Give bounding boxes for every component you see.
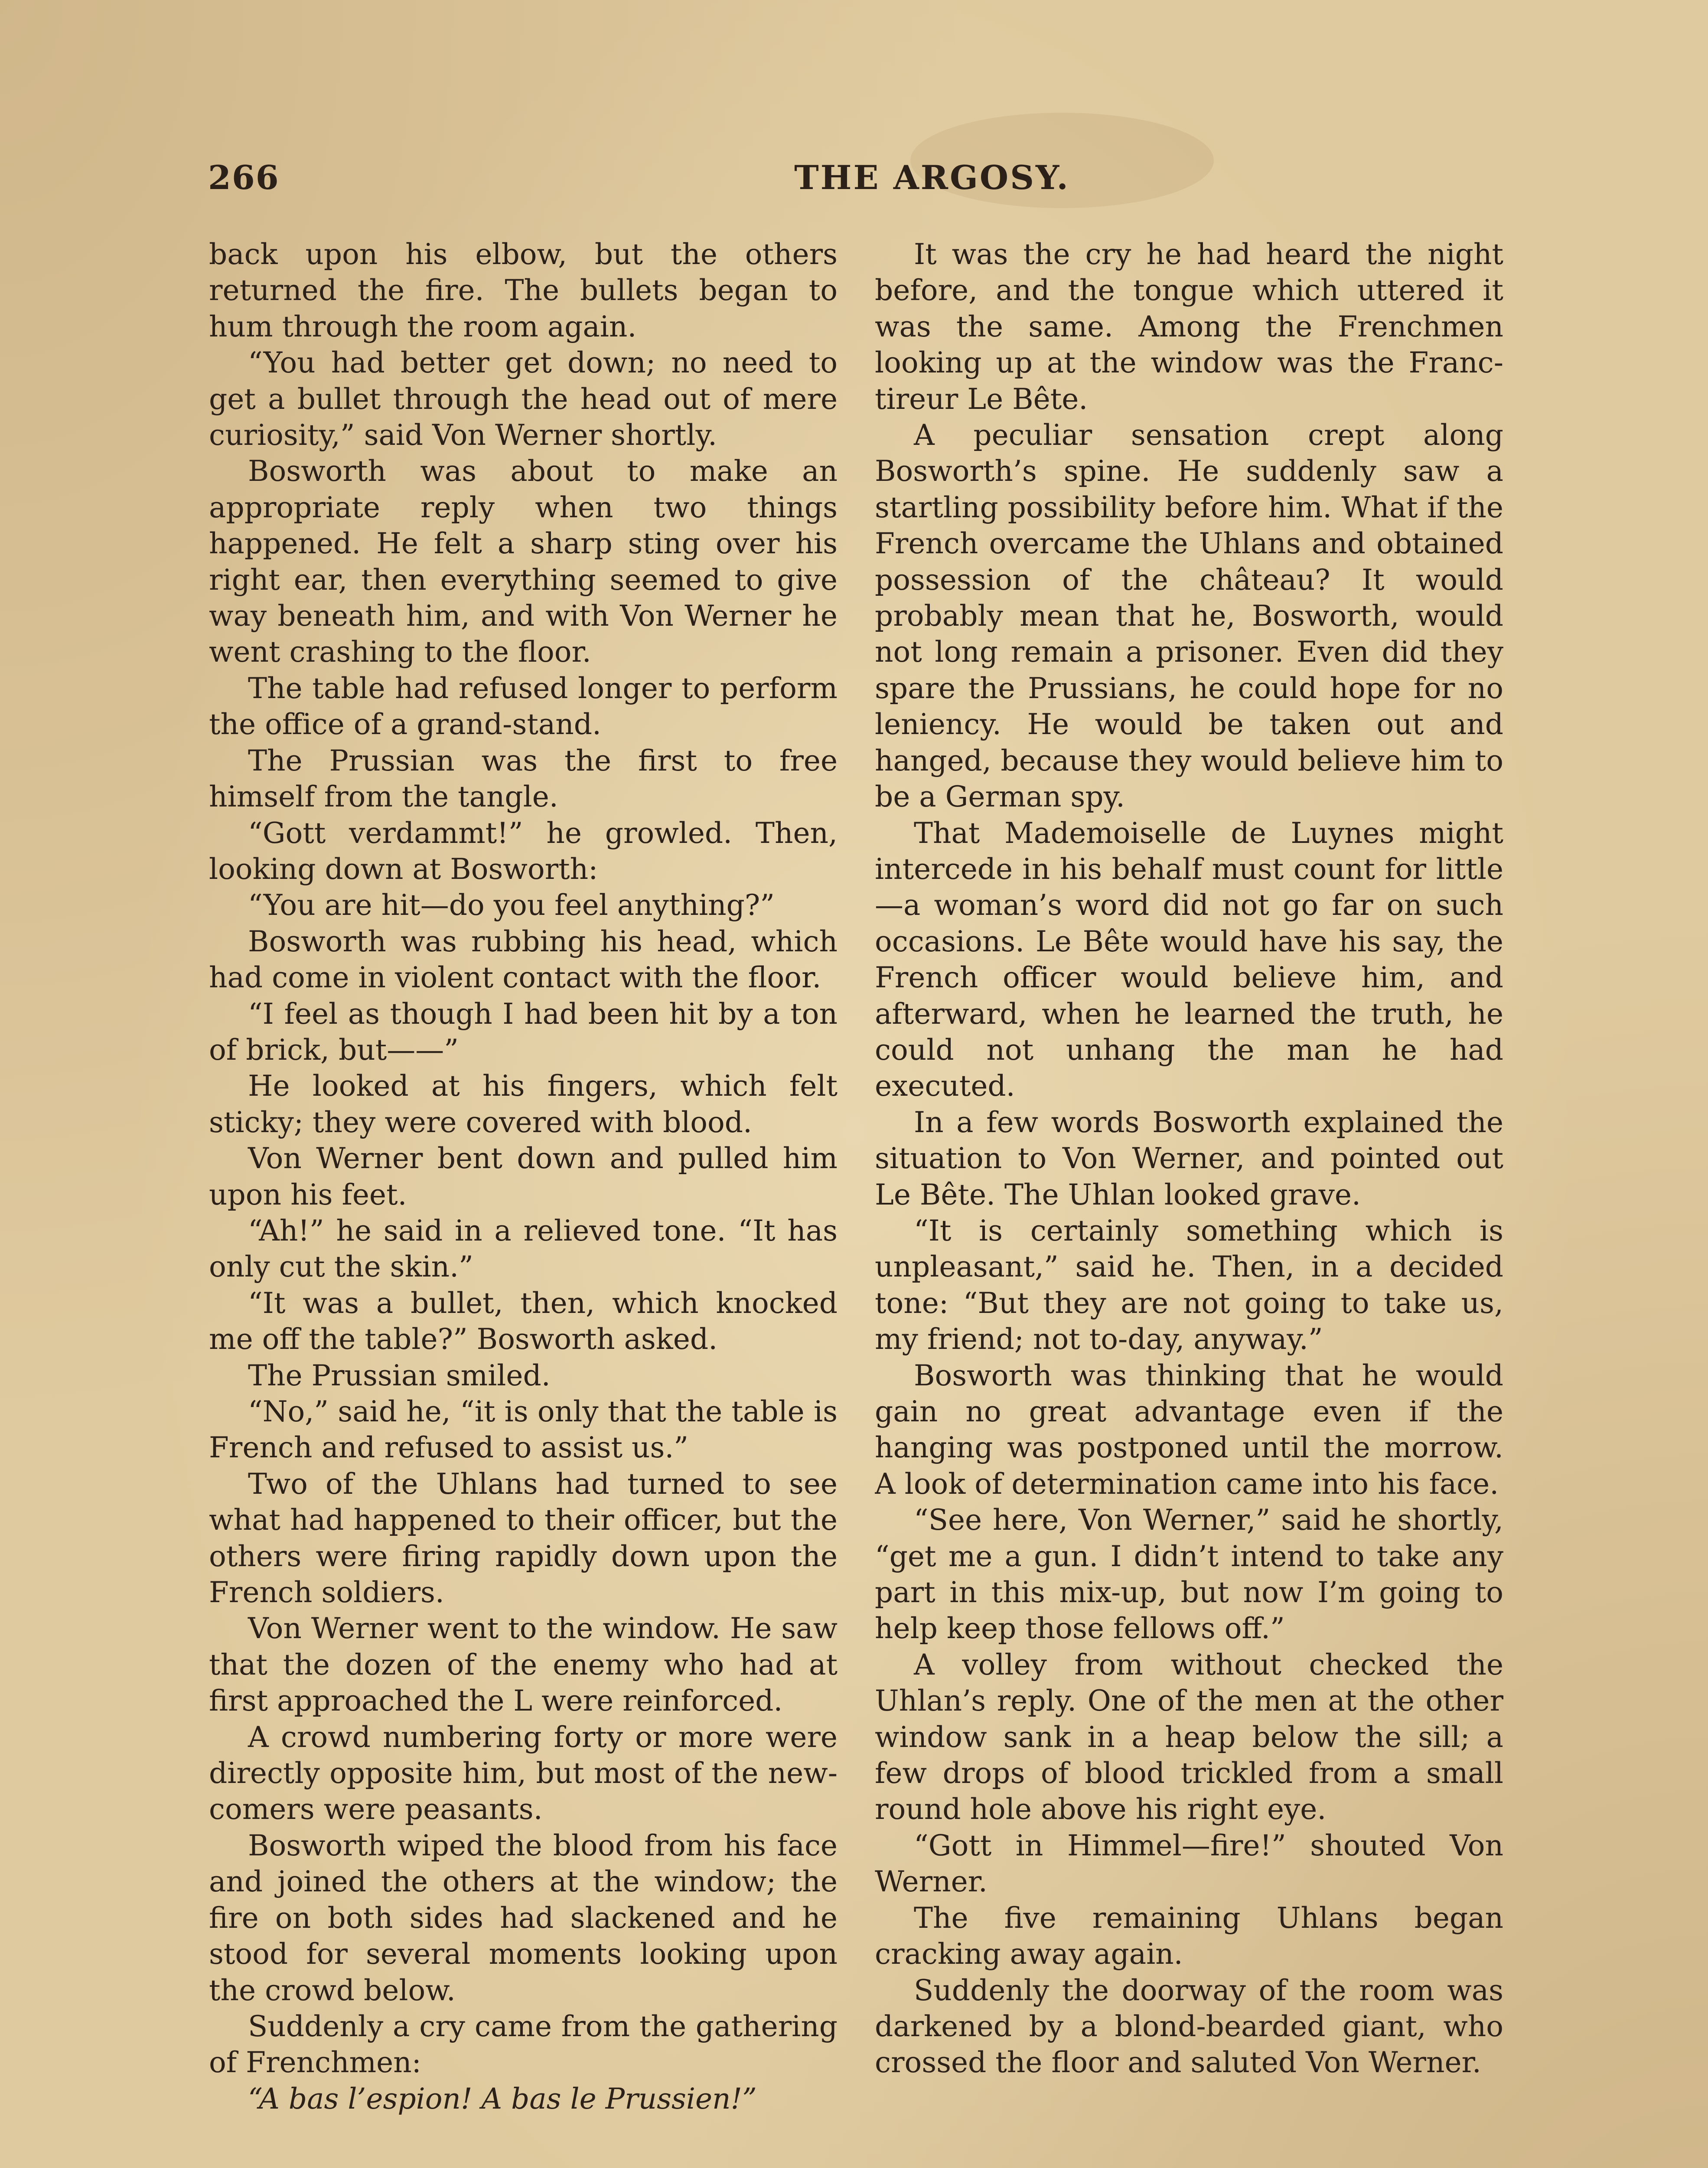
paragraph: The Prussian smiled. xyxy=(248,1358,551,1392)
page-number: 266 xyxy=(208,158,280,197)
paragraph: Bosworth was thinking that he would gain no great advantage even if the hanging was postponed until the morrow. A look of determination came into his face. xyxy=(875,1358,1503,1501)
paragraph: back upon his elbow, but the others returned the fire. The bullets began to hum through the room again. xyxy=(209,238,838,343)
paragraph: “It is certainly something which is unpleasant,” said he. Then, in a decided tone: “But they are not going to take us, my friend; not to-day, anyway.” xyxy=(875,1214,1503,1356)
running-head xyxy=(208,158,1509,206)
paragraph: “Gott in Himmel—fire!” shouted Von Werner. xyxy=(875,1828,1503,1899)
magazine-title: THE ARGOSY. xyxy=(794,158,1070,197)
paragraph: A crowd numbering forty or more were directly opposite him, but most of the new-comers were peasants. xyxy=(209,1720,838,1826)
paragraph: “I feel as though I had been hit by a ton of brick, but——” xyxy=(209,997,838,1067)
paragraph: “It was a bullet, then, which knocked me off the table?” Bosworth asked. xyxy=(209,1286,838,1356)
paragraph: Suddenly the doorway of the room was darkened by a blond-bearded giant, who crossed the floor and saluted Von Werner. xyxy=(875,1973,1503,2080)
paragraph: In a few words Bosworth explained the situation to Von Werner, and pointed out Le Bête. The Uhlan looked grave. xyxy=(875,1105,1503,1211)
paragraph: “A bas l’espion! A bas le Prussien!” xyxy=(248,2082,757,2116)
paragraph: The Prussian was the first to free himself from the tangle. xyxy=(209,744,838,814)
paragraph: “You are hit—do you feel anything?” xyxy=(248,888,775,922)
paragraph: Bosworth wiped the blood from his face and joined the others at the window; the fire on both sides had slackened and he stood for several moments looking upon the crowd below. xyxy=(209,1828,838,2007)
paragraph: “You had better get down; no need to get a bullet through the head out of mere curiosity,” said Von Werner shortly. xyxy=(209,346,838,452)
paragraph: “Ah!” he said in a relieved tone. “It has only cut the skin.” xyxy=(209,1214,838,1284)
paragraph: Von Werner bent down and pulled him upon his feet. xyxy=(209,1142,838,1211)
paragraph: A volley from without checked the Uhlan’s reply. One of the men at the other window sank in a heap below the sill; a few drops of blood trickled from a small round hole above his right eye. xyxy=(875,1648,1503,1826)
left-column xyxy=(209,236,838,2168)
paragraph: “See here, Von Werner,” said he shortly, “get me a gun. I didn’t intend to take any part in this mix-up, but now I’m going to help keep those fellows off.” xyxy=(875,1503,1503,1646)
paragraph: The table had refused longer to perform the office of a grand-stand. xyxy=(209,671,838,741)
paragraph: The five remaining Uhlans began cracking away again. xyxy=(875,1901,1503,1971)
paragraph: It was the cry he had heard the night before, and the tongue which uttered it was the same. Among the Frenchmen looking up at the window was the Franc-tireur Le Bête. xyxy=(875,238,1503,416)
paragraph: Bosworth was rubbing his head, which had come in violent contact with the floor. xyxy=(209,924,838,995)
paragraph: “Gott verdammt!” he growled. Then, looking down at Bosworth: xyxy=(209,816,838,886)
paragraph: Suddenly a cry came from the gathering of Frenchmen: xyxy=(209,2009,838,2080)
paragraph: A peculiar sensation crept along Bosworth’s spine. He suddenly saw a startling possibility before him. What if the French overcame the Uhlans and obtained possession of the château? It would probably mean that he, Bosworth, would not long remain a prisoner. Even did they spare the Prussians, he could hope for no leniency. He would be taken out and hanged, because they would believe him to be a German spy. xyxy=(875,418,1503,814)
paragraph: “No,” said he, “it is only that the table is French and refused to assist us.” xyxy=(209,1395,838,1465)
paragraph: Von Werner went to the window. He saw that the dozen of the enemy who had at first approached the L were reinforced. xyxy=(209,1612,838,1718)
paragraph: Two of the Uhlans had turned to see what had happened to their officer, but the others were firing rapidly down upon the French soldiers. xyxy=(209,1467,838,1610)
right-column xyxy=(875,236,1503,2168)
paragraph: He looked at his fingers, which felt sticky; they were covered with blood. xyxy=(209,1069,838,1139)
paragraph: Bosworth was about to make an appropriate reply when two things happened. He felt a sharp sting over his right ear, then everything seemed to give way beneath him, and with Von Werner he went crashing to the floor. xyxy=(209,454,838,669)
paragraph: That Mademoiselle de Luynes might intercede in his behalf must count for little—a woman’s word did not go far on such occasions. Le Bête would have his say, the French officer would believe him, and afterward, when he learned the truth, he could not unhang the man he had executed. xyxy=(875,816,1503,1103)
